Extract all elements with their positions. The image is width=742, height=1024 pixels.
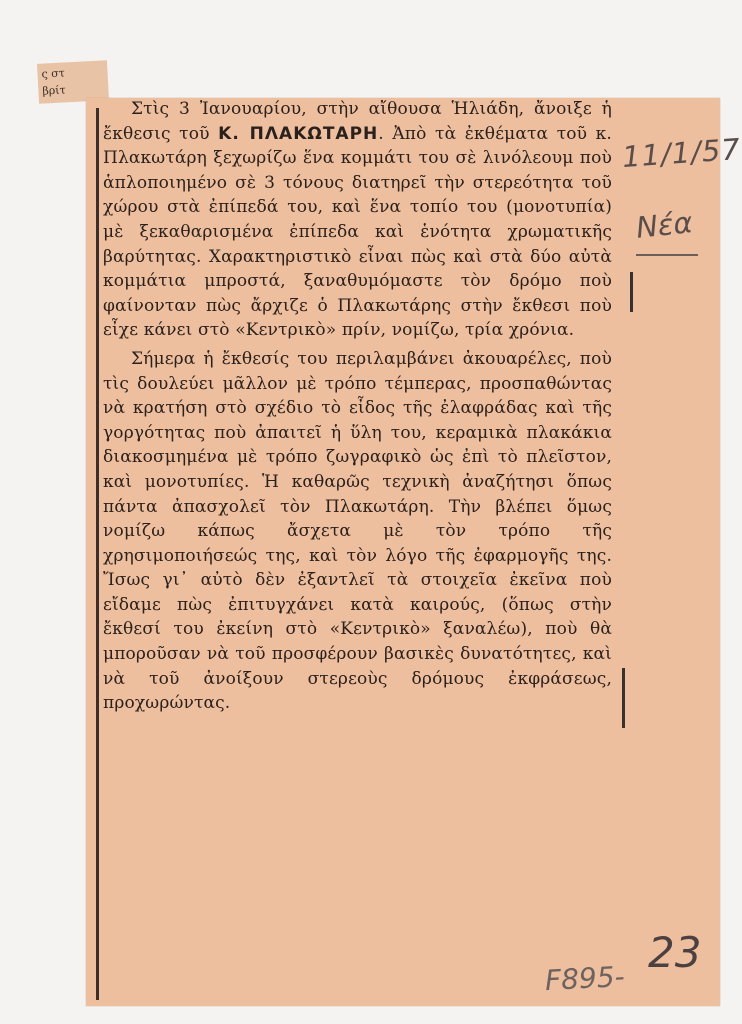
article-paragraph-2: Σήμερα ἡ ἔκθεσίς του περιλαμβάνει ἀκουαρέλες, ποὺ τὶς δουλεύει μᾶλλον μὲ τρόπο τέμπερας, προσπαθώντας νὰ κρατήση στὸ σχέδιο τὸ εἶδος τῆς ἐλαφράδας καὶ τῆς γοργότητας ποὺ ἀπαιτεῖ ἡ ὕλη του, κεραμικὰ πλακάκια διακοσμημένα μὲ τρόπο ζωγραφικὸ ὡς ἐπὶ τὸ πλεῖστον, καὶ μονοτυπίες. Ἡ καθαρῶς τεχνικὴ ἀναζήτησι ὅπως πάντα ἀπασχολεῖ τὸν Πλακωτάρη. Τὴν βλέπει ὅμως νομίζω κάπως ἄσχετα μὲ τὸν τρόπο τῆς χρησιμοποιήσεώς της, καὶ τὸν λόγο τῆς ἐφαρμογῆς της. Ἴσως γι᾿ αὐτὸ δὲν ἐξαντλεῖ τὰ στοιχεῖα ἐκεῖνα ποὺ εἴδαμε πὼς ἐπιτυγχάνει κατὰ καιρούς, (ὅπως στὴν ἔκθεσί του ἐκείνη στὸ «Κεντρικὸ» ξαναλέω), ποὺ θὰ μποροῦσαν νὰ τοῦ προσφέρουν βασικὲς δυνατότητες, καὶ νὰ τοῦ ἀνοίξουν στερεοὺς δρόμους ἐκφράσεως, προχωρώντας.: [103, 348, 612, 714]
handwritten-date: 11/1/57: [620, 131, 742, 175]
article-body: [103, 97, 612, 716]
paragraph-1-rest: . Ἀπὸ τὰ ἐκθέματα τοῦ κ. Πλακωτάρη ξεχωρίζω ἕνα κομμάτι του σὲ λινόλεουμ ποὺ ἁπλοποιημένο σὲ 3 τόνους διατηρεῖ τὴν στερεότητα τοῦ χώρου στὰ ἐπίπεδά του, καὶ ἕνα τοπίο του (μονοτυπία) μὲ ξεκαθαρισμένα ἐπίπεδα καὶ ἑνότητα χρωματικῆς βαρύτητας. Χαρακτηριστικὸ εἶναι πὼς καὶ στὰ δύο αὐτὰ κομμάτια μπροστά, ξαναθυμόμαστε τὸν δρόμο ποὺ φαίνονταν πὼς ἄρχιζε ὁ Πλακωτάρης στὴν ἔκθεσι ποὺ εἶχε κάνει στὸ «Κεντρικὸ» πρίν, νομίζω, τρία χρόνια.: [103, 123, 612, 341]
handwritten-archive-code: F895-: [544, 959, 626, 998]
column-rule: [96, 108, 99, 1000]
paragraph-1-start: Στὶς 3 Ἰανουαρίου, στὴν αἴθουσα Ἡλιάδη, ἄνοιξε ἡ ἔκθεσις τοῦ: [103, 99, 612, 144]
handwritten-source: Νέα: [634, 205, 695, 245]
scrap-text: ς στ βρίτ: [41, 66, 66, 98]
margin-mark: [630, 272, 633, 312]
artist-name: Κ. ΠΛΑΚΩΤΑΡΗ: [218, 123, 379, 144]
source-underline: [636, 254, 698, 256]
handwritten-page-number: 23: [648, 928, 702, 977]
article-paragraph-1: [103, 97, 612, 343]
margin-mark: [622, 668, 625, 728]
